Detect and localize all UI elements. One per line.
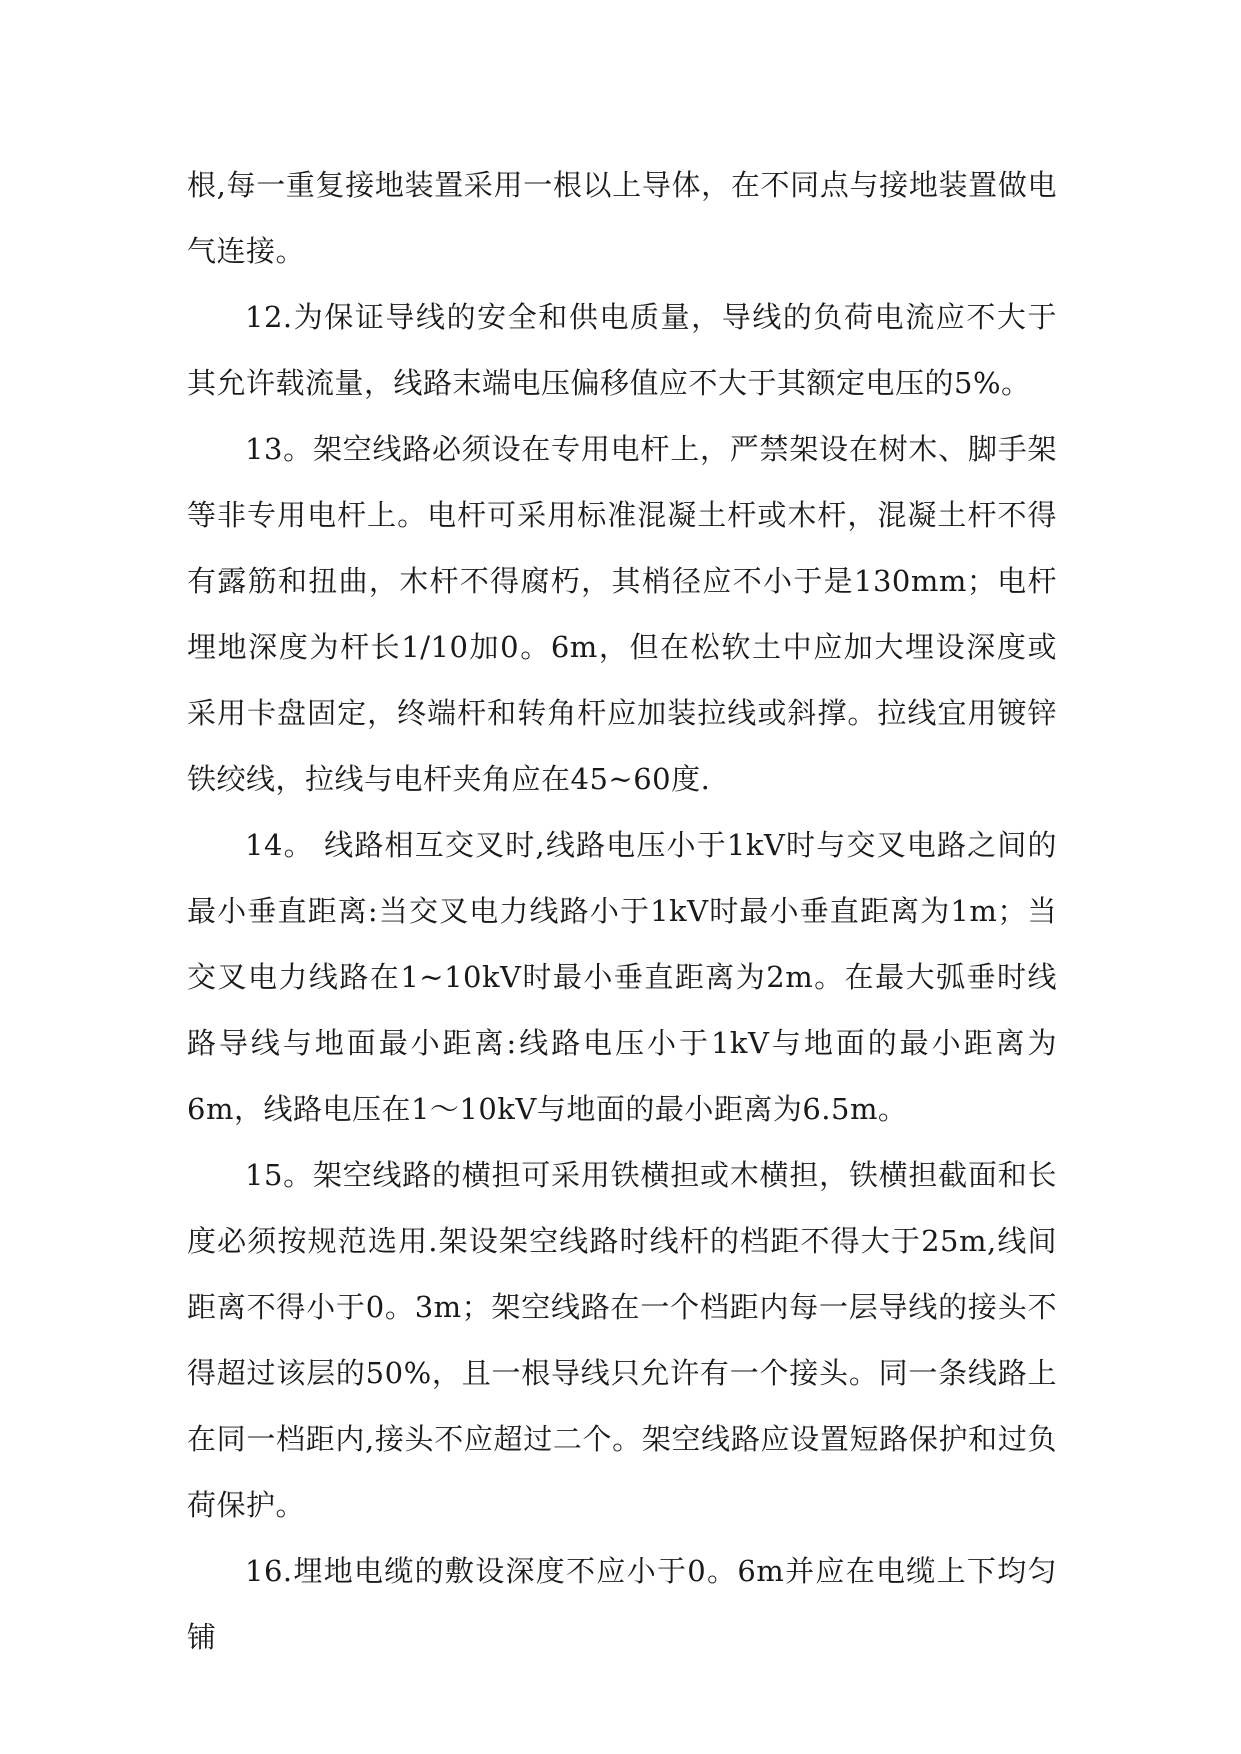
paragraph-2: 12.为保证导线的安全和供电质量，导线的负荷电流应不大于其允许载流量，线路末端电压偏移值应不大于其额定电压的5%。 [187, 300, 1057, 400]
paragraph-4: 14。 线路相互交叉时,线路电压小于1kV时与交叉电路之间的最小垂直距离:当交叉电力线路小于1kV时最小垂直距离为1m；当交叉电力线路在1~10kV时最小垂直距离为2m。在最大弧垂时线路导线与地面最小距离:线路电压小于1kV与地面的最小距离为6m，线路电压在1～10kV与地面的最小距离为6.5m。 [187, 828, 1057, 1126]
paragraph-6: 16.埋地电缆的敷设深度不应小于0。6m并应在电缆上下均匀铺 [187, 1554, 1057, 1654]
document-body [187, 152, 1057, 1670]
paragraph-1: 根,每一重复接地装置采用一根以上导体，在不同点与接地装置做电气连接。 [187, 168, 1057, 268]
paragraph-5: 15。架空线路的横担可采用铁横担或木横担，铁横担截面和长度必须按规范选用.架设架空线路时线杆的档距不得大于25m,线间距离不得小于0。3m；架空线路在一个档距内每一层导线的接头不得超过该层的50%，且一根导线只允许有一个接头。同一条线路上在同一档距内,接头不应超过二个。架空线路应设置短路保护和过负荷保护。 [187, 1158, 1057, 1522]
paragraph-3: 13。架空线路必须设在专用电杆上，严禁架设在树木、脚手架等非专用电杆上。电杆可采用标准混凝土杆或木杆，混凝土杆不得有露筋和扭曲，木杆不得腐朽，其梢径应不小于是130mm；电杆埋地深度为杆长1/10加0。6m，但在松软土中应加大埋设深度或采用卡盘固定，终端杆和转角杆应加装拉线或斜撑。拉线宜用镀锌铁绞线，拉线与电杆夹角应在45~60度. [187, 432, 1057, 796]
